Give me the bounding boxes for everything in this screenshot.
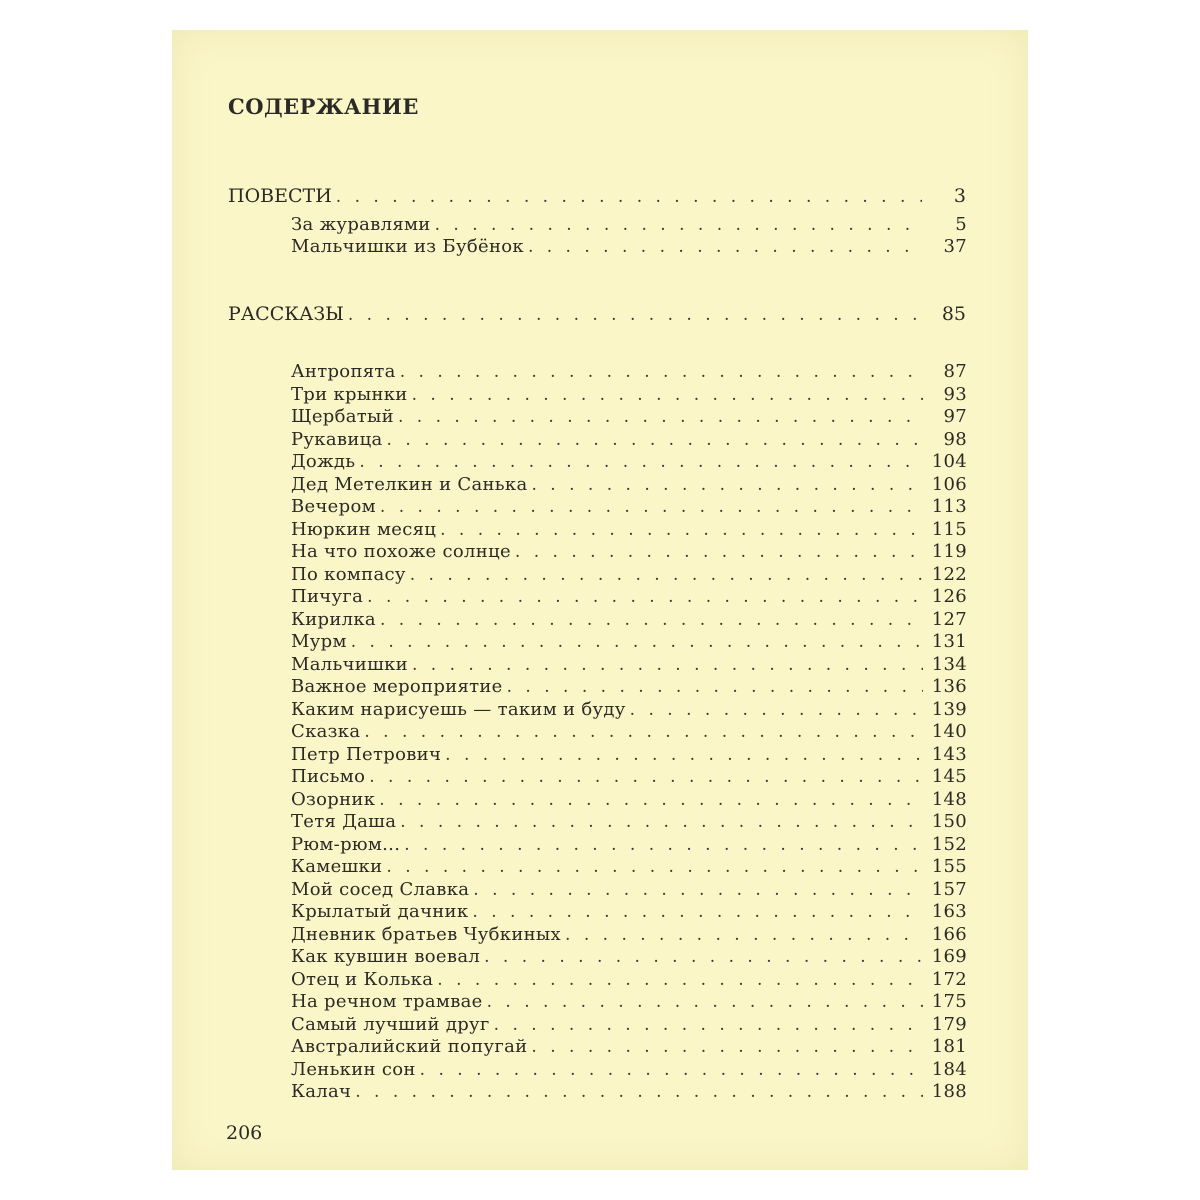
leader-dots (367, 587, 923, 607)
leader-dots (364, 722, 923, 742)
toc-entry (291, 1014, 967, 1037)
leader-dots (336, 187, 922, 207)
entry-title: На речном трамвае (291, 991, 483, 1012)
entry-title: Сказка (291, 721, 361, 742)
entry-title: Петр Петрович (291, 743, 442, 765)
entry-page-number: 184 (931, 1058, 967, 1080)
entry-title: Рюм-рюм... (291, 833, 401, 855)
section-title: ПОВЕСТИ (228, 185, 332, 207)
leader-dots (380, 610, 923, 630)
leader-dots (379, 790, 923, 810)
entry-page-number: 87 (943, 361, 967, 382)
leader-dots (532, 475, 924, 495)
leader-dots (528, 237, 923, 257)
leader-dots (400, 812, 923, 832)
entry-title: Дед Метелкин и Санька (291, 473, 528, 495)
entry-page-number: 131 (931, 631, 967, 652)
entry-page-number: 175 (931, 991, 967, 1012)
toc-entry (291, 789, 967, 812)
toc-entry (291, 541, 967, 564)
entry-page-number: 134 (931, 653, 967, 675)
leader-dots (404, 835, 923, 855)
toc-entry (291, 609, 967, 632)
entry-title: Каким нарисуешь — таким и буду (291, 698, 626, 720)
entry-title: Щербатый (291, 406, 394, 427)
leader-dots (437, 970, 923, 990)
entry-title: Вечером (291, 496, 376, 517)
toc-entry (291, 586, 967, 609)
toc-entry (291, 474, 967, 497)
leader-dots (473, 880, 923, 900)
entry-page-number: 169 (931, 946, 967, 967)
entry-page-number: 140 (931, 721, 967, 742)
entry-page-number: 93 (943, 383, 967, 405)
leader-dots (445, 745, 923, 765)
entry-title: Тетя Даша (291, 811, 397, 832)
toc-entry (291, 834, 967, 857)
section-title: РАССКАЗЫ (228, 303, 344, 325)
leader-dots (515, 542, 923, 562)
leader-dots (380, 497, 923, 517)
entry-title: Калач (291, 1081, 352, 1102)
leader-dots (531, 1037, 923, 1057)
entry-page-number: 181 (931, 1036, 967, 1057)
toc-entry (291, 564, 967, 587)
leader-dots (387, 430, 923, 450)
entry-title: Как кувшин воевал (291, 946, 481, 967)
entry-page-number: 122 (931, 563, 967, 585)
entry-title: Мальчишки из Бубёнок (291, 236, 524, 257)
entry-page-number: 115 (931, 518, 967, 540)
toc-entry (291, 811, 967, 834)
entry-page-number: 37 (943, 236, 967, 257)
toc-entry (291, 236, 967, 259)
entry-page-number: 5 (955, 214, 967, 235)
entry-title: Камешки (291, 856, 383, 877)
leader-dots (420, 1060, 923, 1080)
leader-dots (398, 407, 923, 427)
entry-page-number: 166 (931, 923, 967, 945)
toc-entry (291, 429, 967, 452)
entry-title: Крылатый дачник (291, 901, 469, 922)
toc-entry (291, 384, 967, 407)
entry-page-number: 163 (931, 901, 967, 922)
leader-dots (359, 452, 923, 472)
entry-title: Ленькин сон (291, 1058, 416, 1080)
entry-title: Антропята (291, 361, 396, 382)
entry-page-number: 152 (931, 833, 967, 855)
entry-title: Дневник братьев Чубкиных (291, 923, 562, 945)
entry-page-number: 106 (931, 473, 967, 495)
entry-page-number: 155 (931, 856, 967, 877)
toc-entry (291, 969, 967, 992)
leader-dots (440, 520, 923, 540)
leader-dots (412, 655, 923, 675)
entry-title: Самый лучший друг (291, 1013, 490, 1035)
entry-page-number: 179 (931, 1013, 967, 1035)
leader-dots (400, 362, 923, 382)
entry-page-number: 98 (943, 428, 967, 450)
section-row-povesti (228, 185, 966, 207)
entry-page-number: 136 (931, 676, 967, 697)
toc-entry (291, 406, 967, 429)
toc-entry (291, 856, 967, 879)
toc-entry (291, 879, 967, 902)
entry-page-number: 188 (931, 1081, 967, 1102)
entry-page-number: 127 (931, 608, 967, 630)
toc-entry (291, 1036, 967, 1059)
entry-page-number: 113 (931, 496, 967, 517)
leader-dots (386, 857, 923, 877)
toc-entry (291, 766, 967, 789)
entry-title: Кирилка (291, 608, 376, 630)
book-page (172, 30, 1028, 1170)
entry-title: Письмо (291, 766, 366, 787)
page-heading: СОДЕРЖАНИЕ (228, 94, 419, 119)
entry-page-number: 119 (931, 541, 967, 562)
toc-entry (291, 214, 967, 237)
entry-page-number: 143 (931, 743, 967, 765)
section-row-rasskazy (228, 303, 966, 325)
entry-title: На что похоже солнце (291, 541, 511, 562)
entry-title: Рукавица (291, 428, 383, 450)
leader-dots (487, 992, 923, 1012)
entry-title: Мой сосед Славка (291, 878, 470, 900)
entry-title: Дождь (291, 451, 356, 472)
entry-page-number: 148 (931, 788, 967, 810)
leader-dots (435, 215, 923, 235)
entry-page-number: 126 (931, 586, 967, 607)
section-page-number: 85 (941, 303, 966, 325)
toc-entry (291, 924, 967, 947)
toc-entry (291, 676, 967, 699)
entry-page-number: 157 (931, 878, 967, 900)
entry-page-number: 150 (931, 811, 967, 832)
entry-title: Озорник (291, 788, 376, 810)
entry-page-number: 104 (931, 451, 967, 472)
entry-page-number: 145 (931, 766, 967, 787)
leader-dots (355, 1082, 923, 1102)
entry-title: Важное мероприятие (291, 676, 503, 697)
leader-dots (484, 947, 923, 967)
toc-entry (291, 496, 967, 519)
entry-title: За журавлями (291, 214, 431, 235)
toc-entry (291, 451, 967, 474)
entry-title: Отец и Колька (291, 968, 434, 990)
leader-dots (630, 700, 923, 720)
section-page-number: 3 (953, 185, 966, 207)
entry-page-number: 139 (931, 698, 967, 720)
leader-dots (351, 632, 923, 652)
toc-entry (291, 721, 967, 744)
entry-title: Три крынки (291, 383, 408, 405)
leader-dots (472, 902, 923, 922)
leader-dots (565, 925, 923, 945)
toc-entry (291, 1081, 967, 1104)
leader-dots (507, 677, 923, 697)
toc-entry (291, 991, 967, 1014)
leader-dots (410, 565, 923, 585)
entry-title: Пичуга (291, 586, 364, 607)
toc-entry (291, 361, 967, 384)
leader-dots (412, 385, 923, 405)
leader-dots (369, 767, 923, 787)
leader-dots (348, 305, 922, 325)
entry-title: Австралийский попугай (291, 1036, 528, 1057)
page-number-footer: 206 (226, 1122, 263, 1144)
entry-title: Мурм (291, 631, 347, 652)
entry-page-number: 172 (931, 968, 967, 990)
toc-entry (291, 519, 967, 542)
toc-entry (291, 946, 967, 969)
toc-entry (291, 901, 967, 924)
toc-entry (291, 631, 967, 654)
entry-title: По компасу (291, 563, 406, 585)
toc-entry (291, 1059, 967, 1082)
toc-entry (291, 654, 967, 677)
toc-entry (291, 699, 967, 722)
toc-entry (291, 744, 967, 767)
entry-title: Мальчишки (291, 653, 408, 675)
leader-dots (494, 1015, 923, 1035)
entry-page-number: 97 (943, 406, 967, 427)
entry-title: Нюркин месяц (291, 518, 437, 540)
